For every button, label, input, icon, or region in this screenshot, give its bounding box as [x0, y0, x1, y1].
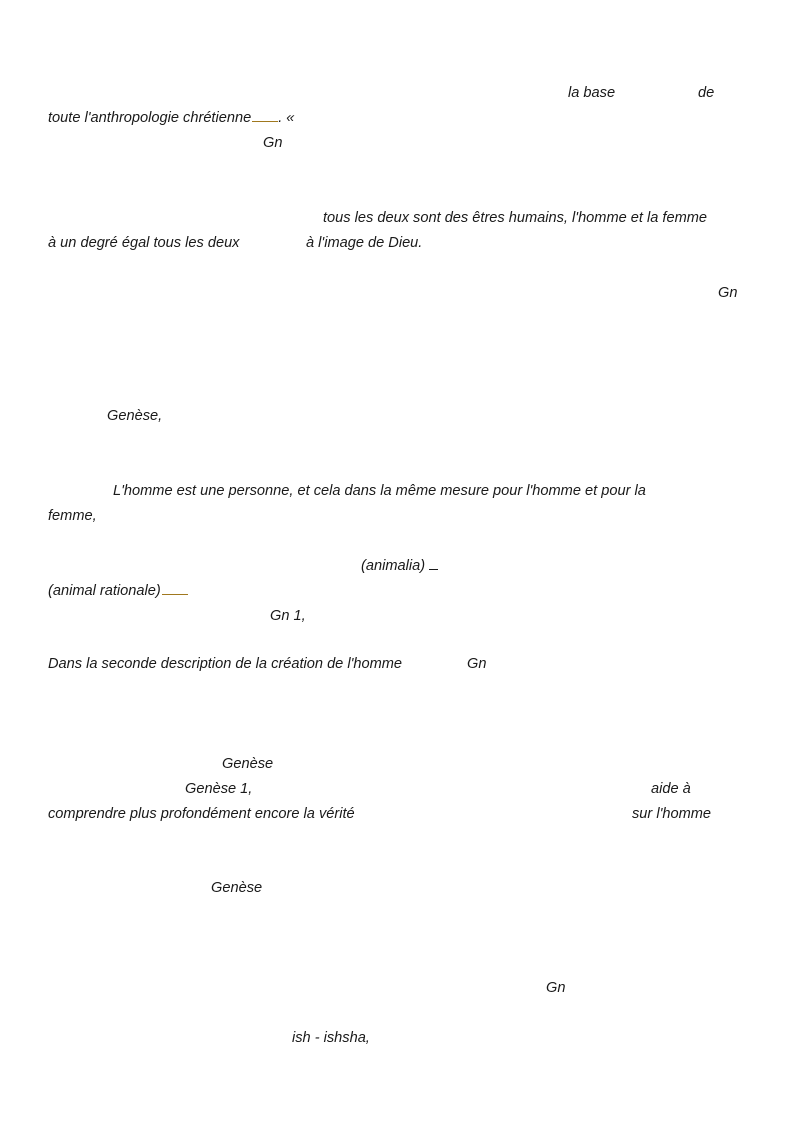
text-fragment: à l'image de Dieu.: [306, 235, 423, 251]
text-fragment: Gn 1,: [270, 608, 306, 624]
text-fragment: Genèse 1,: [185, 781, 253, 797]
text-fragment: tous les deux sont des êtres humains, l'homme et la femme: [323, 210, 708, 226]
text-fragment: à un degré égal tous les deux: [48, 235, 240, 251]
text-fragment: aide à: [651, 781, 691, 797]
underline-blank: [429, 569, 438, 570]
text-fragment: Genèse,: [107, 408, 163, 424]
text-fragment: [48, 582, 188, 600]
text-fragment-main: toute l'anthropologie chrétienne: [48, 110, 252, 126]
text-fragment: Gn: [546, 980, 566, 996]
text-fragment-main: (animalia): [361, 558, 426, 574]
text-fragment: femme,: [48, 508, 97, 524]
text-fragment: Genèse: [222, 756, 274, 772]
text-fragment: Gn: [718, 285, 738, 301]
text-fragment: [361, 557, 438, 575]
text-fragment: de: [698, 85, 715, 101]
text-fragment: [48, 109, 294, 127]
underline-blank: [162, 594, 188, 595]
text-fragment-main: (animal rationale): [48, 583, 161, 599]
text-fragment: Gn: [263, 135, 283, 151]
text-fragment: comprendre plus profondément encore la vérité: [48, 806, 355, 822]
text-fragment-punct: . «: [278, 110, 295, 126]
text-fragment: Dans la seconde description de la création de l'homme: [48, 656, 403, 672]
text-fragment: la base: [568, 85, 616, 101]
underline-blank: [252, 121, 278, 122]
text-fragment: sur l'homme: [632, 806, 712, 822]
text-fragment: Genèse: [211, 880, 263, 896]
text-fragment: Gn: [467, 656, 487, 672]
text-fragment: L'homme est une personne, et cela dans la même mesure pour l'homme et pour la: [113, 483, 646, 499]
text-fragment: ish - ishsha,: [292, 1030, 370, 1046]
